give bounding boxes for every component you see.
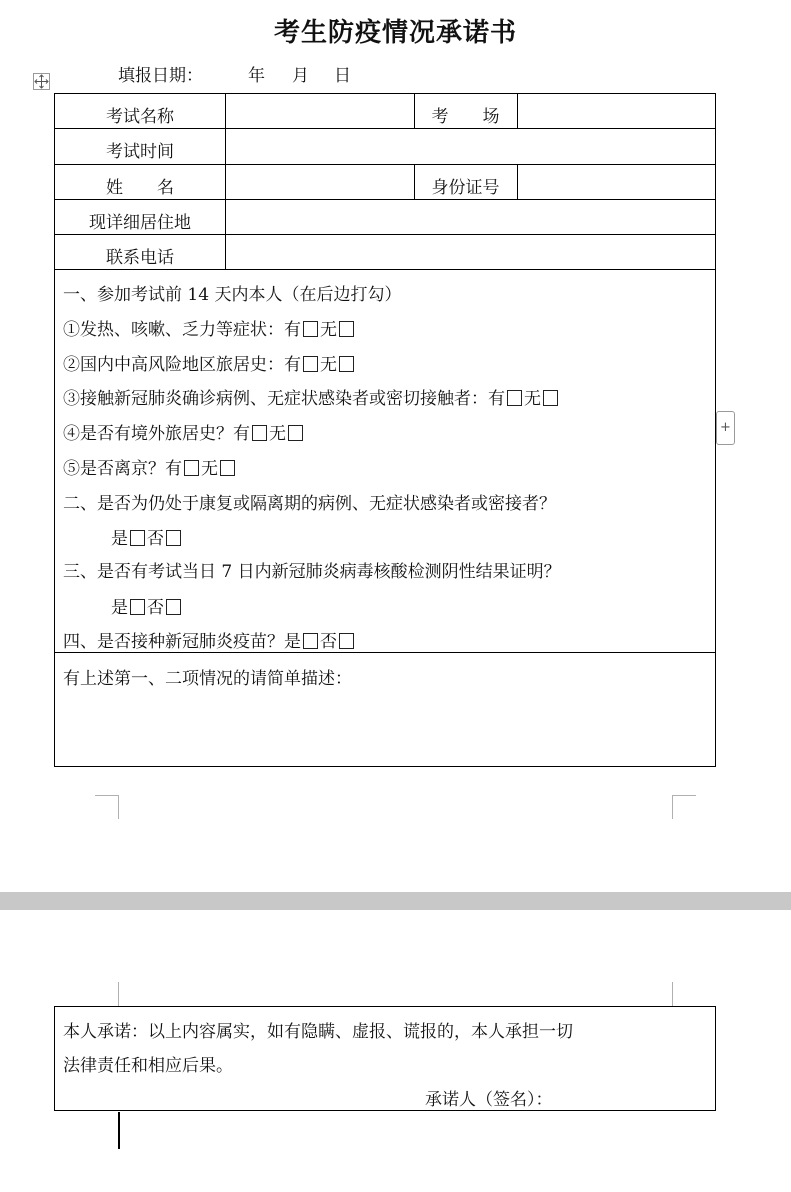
q1-item-3 bbox=[63, 384, 560, 409]
no-option-label: 无 bbox=[320, 320, 337, 340]
checkbox-no[interactable] bbox=[339, 633, 354, 649]
signature-label: 承诺人（签名）： bbox=[425, 1090, 553, 1110]
q4-line bbox=[63, 627, 356, 652]
description-label: 有上述第一、二项情况的请简单描述： bbox=[63, 669, 352, 689]
exam-time-label: 考试时间 bbox=[106, 142, 174, 162]
yes-option-label: 有 bbox=[284, 355, 301, 375]
checkbox-no[interactable] bbox=[339, 356, 354, 372]
checkbox-yes[interactable] bbox=[252, 425, 267, 441]
yes-option-label: 是 bbox=[284, 632, 301, 652]
q1-item-4-text: ④是否有境外旅居史？ bbox=[63, 424, 233, 444]
fill-date-year: 年 bbox=[248, 66, 265, 86]
checkbox-yes[interactable] bbox=[507, 390, 522, 406]
table-move-handle-icon[interactable] bbox=[33, 73, 50, 90]
pledge-line-2: 法律责任和相应后果。 bbox=[63, 1056, 233, 1076]
no-option-label: 无 bbox=[320, 355, 337, 375]
page-corner-mark bbox=[118, 982, 119, 1006]
yes-option-label: 是 bbox=[111, 529, 128, 549]
page-break-gap bbox=[0, 892, 791, 910]
checkbox-yes[interactable] bbox=[130, 599, 145, 615]
q1-item-1 bbox=[63, 315, 356, 340]
checkbox-yes[interactable] bbox=[130, 530, 145, 546]
q1-item-5 bbox=[63, 454, 237, 479]
name-label: 姓 名 bbox=[106, 178, 174, 198]
q1-item-2 bbox=[63, 350, 356, 375]
exam-name-field[interactable] bbox=[226, 94, 414, 128]
description-field[interactable] bbox=[55, 690, 715, 766]
q2-heading: 二、是否为仍处于康复或隔离期的病例、无症状感染者或密接者？ bbox=[63, 494, 556, 514]
q1-heading: 一、参加考试前 14 天内本人（在后边打勾） bbox=[63, 285, 402, 305]
no-option-label: 无 bbox=[201, 459, 218, 479]
address-field[interactable] bbox=[226, 200, 715, 234]
page-corner-mark bbox=[672, 795, 696, 796]
q4-text: 四、是否接种新冠肺炎疫苗？ bbox=[63, 632, 284, 652]
yes-option-label: 有 bbox=[165, 459, 182, 479]
q1-item-1-text: ①发热、咳嗽、乏力等症状： bbox=[63, 320, 284, 340]
q1-item-2-text: ②国内中高风险地区旅居史： bbox=[63, 355, 284, 375]
yes-option-label: 有 bbox=[233, 424, 250, 444]
row-divider bbox=[55, 652, 715, 653]
phone-label: 联系电话 bbox=[106, 248, 174, 268]
no-option-label: 否 bbox=[147, 598, 164, 618]
exam-venue-field[interactable] bbox=[518, 94, 715, 128]
checkbox-yes[interactable] bbox=[184, 460, 199, 476]
no-option-label: 否 bbox=[320, 632, 337, 652]
yes-option-label: 有 bbox=[284, 320, 301, 340]
q3-heading: 三、是否有考试当日 7 日内新冠肺炎病毒核酸检测阴性结果证明？ bbox=[63, 562, 561, 582]
q2-answer bbox=[111, 524, 183, 549]
q1-item-4 bbox=[63, 419, 305, 444]
checkbox-yes[interactable] bbox=[303, 633, 318, 649]
checkbox-no[interactable] bbox=[543, 390, 558, 406]
name-field[interactable] bbox=[226, 165, 414, 199]
signature-field[interactable] bbox=[570, 1079, 710, 1107]
exam-time-field[interactable] bbox=[226, 129, 715, 164]
page-corner-mark bbox=[118, 795, 119, 819]
yes-option-label: 有 bbox=[488, 389, 505, 409]
info-table bbox=[54, 93, 716, 767]
page-corner-mark bbox=[95, 795, 119, 796]
fill-date-label: 填报日期： bbox=[118, 66, 203, 86]
q1-item-5-text: ⑤是否离京？ bbox=[63, 459, 165, 479]
page-corner-mark bbox=[672, 982, 673, 1006]
checkbox-yes[interactable] bbox=[303, 356, 318, 372]
no-option-label: 无 bbox=[524, 389, 541, 409]
document-title: 考生防疫情况承诺书 bbox=[273, 18, 517, 48]
exam-venue-label: 考 场 bbox=[431, 107, 500, 127]
page-corner-mark bbox=[672, 795, 673, 819]
address-label: 现详细居住地 bbox=[89, 213, 191, 233]
text-cursor bbox=[118, 1112, 120, 1149]
id-number-field[interactable] bbox=[518, 165, 715, 199]
phone-field[interactable] bbox=[226, 235, 715, 269]
no-option-label: 无 bbox=[269, 424, 286, 444]
yes-option-label: 是 bbox=[111, 598, 128, 618]
add-row-button[interactable]: + bbox=[716, 411, 735, 445]
checkbox-no[interactable] bbox=[339, 321, 354, 337]
checkbox-yes[interactable] bbox=[303, 321, 318, 337]
fill-date-day: 日 bbox=[334, 66, 351, 86]
id-number-label: 身份证号 bbox=[431, 178, 500, 198]
checkbox-no[interactable] bbox=[166, 530, 181, 546]
checkbox-no[interactable] bbox=[220, 460, 235, 476]
exam-name-label: 考试名称 bbox=[106, 107, 174, 127]
no-option-label: 否 bbox=[147, 529, 164, 549]
q1-item-3-text: ③接触新冠肺炎确诊病例、无症状感染者或密切接触者： bbox=[63, 389, 488, 409]
checkbox-no[interactable] bbox=[288, 425, 303, 441]
row-divider bbox=[55, 269, 715, 270]
q3-answer bbox=[111, 593, 183, 618]
pledge-table bbox=[54, 1006, 716, 1111]
pledge-line-1: 本人承诺：以上内容属实，如有隐瞒、虚报、谎报的，本人承担一切 bbox=[63, 1022, 573, 1042]
checkbox-no[interactable] bbox=[166, 599, 181, 615]
fill-date-month: 月 bbox=[292, 66, 309, 86]
